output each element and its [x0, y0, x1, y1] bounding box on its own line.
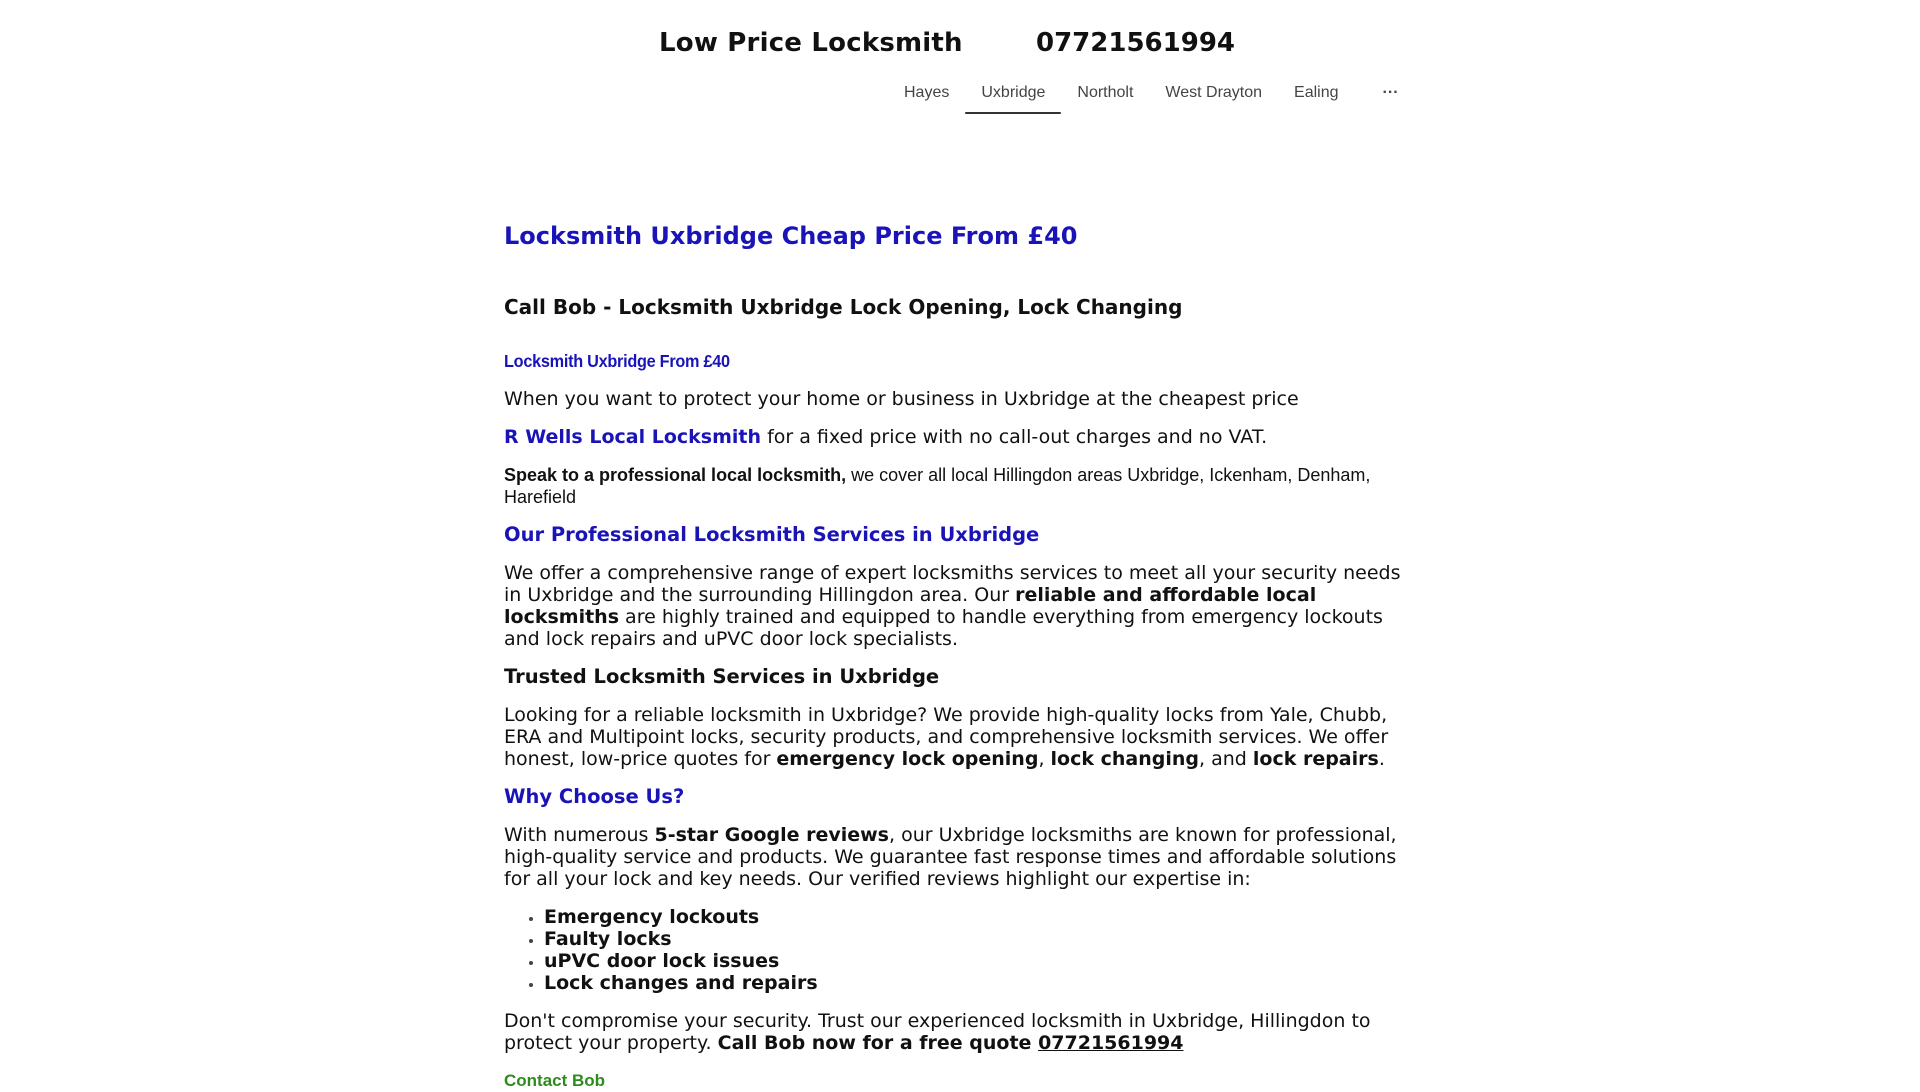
- nav-item-northolt[interactable]: Northolt: [1077, 84, 1134, 101]
- trusted-end: .: [1378, 748, 1385, 770]
- site-title[interactable]: Low Price Locksmith: [659, 28, 963, 58]
- coverage-bold: Speak to a professional local locksmith,: [504, 465, 847, 485]
- why-text-bold: 5-star Google reviews: [654, 824, 889, 846]
- list-item: • Faulty locks: [544, 928, 1404, 950]
- intro-paragraph: When you want to protect your home or business in Uxbridge at the cheapest price: [504, 388, 1299, 410]
- services-text-1: We offer a comprehensive range of expert locksmiths services to meet all your security needs in Uxbridge and the surrounding Hillingdon area. Our: [504, 562, 1401, 606]
- nav-item-uxbridge[interactable]: Uxbridge: [965, 82, 1061, 114]
- nav-item-ealing[interactable]: Ealing: [1294, 84, 1339, 101]
- trusted-sep-2: , and: [1199, 748, 1253, 770]
- brand-paragraph: [504, 426, 1404, 448]
- closing-text: Don't compromise your security. Trust our experienced locksmith in Uxbridge, Hillingdon to protect your property.: [504, 1010, 1371, 1054]
- coverage-text: we cover all local Hillingdon areas Uxbridge, Ickenham, Denham, Harefield: [504, 465, 1371, 507]
- trusted-text-1: Looking for a reliable locksmith in Uxbridge? We provide high-quality locks from Yale, Chubb, ERA and Multipoint locks, security products, and comprehensive locksmith services. We offer honest, low-price quotes for: [504, 704, 1389, 770]
- services-heading: Our Professional Locksmith Services in Uxbridge: [504, 523, 1040, 546]
- why-text-2: , our Uxbridge locksmiths are known for professional, high-quality service and products. We guarantee fast response times and affordable solutions for all your lock and key needs. Our verified reviews highlight our expertise in:: [504, 824, 1397, 890]
- expertise-list: [504, 906, 1404, 994]
- services-text-bold: reliable and affordable local locksmiths: [504, 584, 1317, 628]
- closing-paragraph: [504, 1010, 1404, 1054]
- page-title: Locksmith Uxbridge Cheap Price From £40: [504, 222, 1078, 250]
- contact-bob-link[interactable]: Contact Bob: [504, 1071, 606, 1090]
- list-item: • Lock changes and repairs: [544, 972, 1404, 994]
- list-item: • Emergency lockouts: [544, 906, 1404, 928]
- trusted-bold-3: lock repairs: [1252, 748, 1379, 770]
- main-content: [504, 215, 1404, 1092]
- why-text-1: With numerous: [504, 824, 655, 846]
- brand-link[interactable]: R Wells Local Locksmith: [504, 426, 762, 448]
- brand-paragraph-text: for a fixed price with no call-out charges and no VAT.: [761, 426, 1268, 448]
- trusted-paragraph: [504, 704, 1404, 770]
- nav-item-hayes[interactable]: Hayes: [904, 84, 950, 101]
- services-paragraph: [504, 562, 1404, 650]
- trusted-bold-1: emergency lock opening: [776, 748, 1039, 770]
- nav-item-west-drayton[interactable]: West Drayton: [1165, 84, 1263, 101]
- why-heading: Why Choose Us?: [504, 785, 685, 808]
- closing-bold: Call Bob now for a free quote: [717, 1032, 1039, 1054]
- more-menu-icon[interactable]: ···: [1382, 84, 1399, 101]
- coverage-paragraph: [504, 464, 1404, 508]
- trusted-heading: Trusted Locksmith Services in Uxbridge: [504, 665, 940, 688]
- trusted-bold-2: lock changing: [1050, 748, 1199, 770]
- why-paragraph: [504, 824, 1404, 890]
- trusted-sep-1: ,: [1038, 748, 1051, 770]
- services-text-2: are highly trained and equipped to handle everything from emergency lockouts and lock repairs and uPVC door lock specialists.: [504, 606, 1383, 650]
- page-subtitle: Call Bob - Locksmith Uxbridge Lock Opening, Lock Changing: [504, 295, 1183, 319]
- price-heading: Locksmith Uxbridge From £40: [504, 351, 730, 371]
- header-phone-number[interactable]: 07721561994: [1036, 28, 1235, 58]
- list-item: • uPVC door lock issues: [544, 950, 1404, 972]
- phone-link[interactable]: 07721561994: [1038, 1032, 1184, 1054]
- main-nav: [888, 82, 1415, 114]
